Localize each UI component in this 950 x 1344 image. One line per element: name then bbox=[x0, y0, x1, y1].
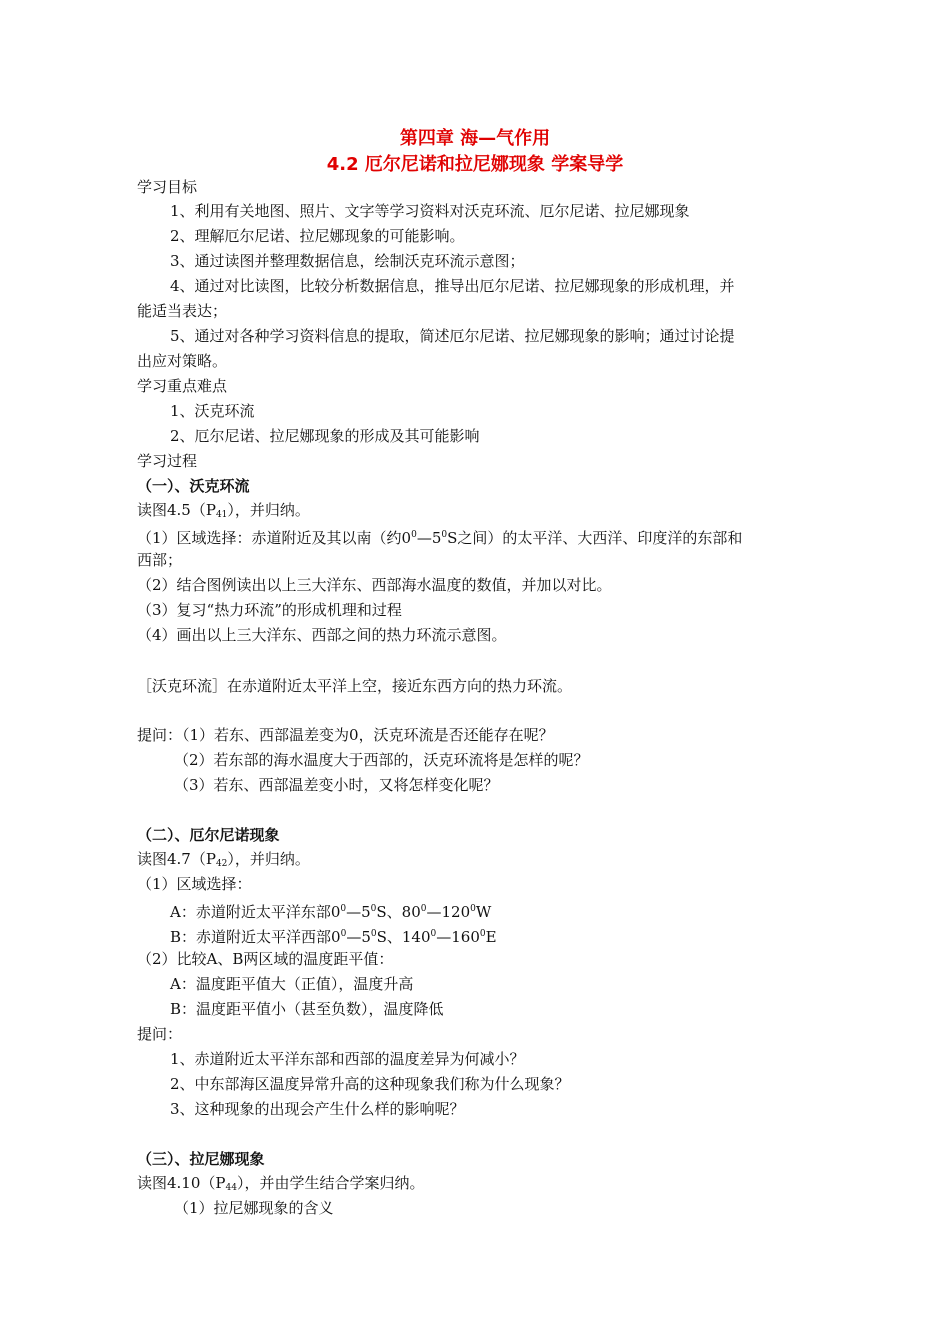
objective-5: 5、通过对各种学习资料信息的提取，简述厄尔尼诺、拉尼娜现象的影响；通过讨论提 bbox=[170, 327, 735, 345]
part2-ask-2: 2、中东部海区温度异常升高的这种现象我们称为什么现象？ bbox=[170, 1075, 570, 1093]
part2-ask-3: 3、这种现象的出现会产生什么样的影响呢？ bbox=[170, 1100, 465, 1118]
part1-ask-3: （3）若东、西部温差变小时，又将怎样变化呢？ bbox=[174, 776, 499, 794]
part1-read: 读图$4.5(P_{41})$，并归纳。 bbox=[137, 501, 310, 520]
part3-read: 读图$4.10(P_{44})$，并由学生结合学案归纳。 bbox=[137, 1174, 425, 1193]
part3-heading: （三）、拉尼娜现象 bbox=[137, 1150, 265, 1168]
part1-q2: （2）结合图例读出以上三大洋东、西部海水温度的数值，并加以对比。 bbox=[137, 576, 612, 594]
part2-ask-1: 1、赤道附近太平洋东部和西部的温度差异为何减小？ bbox=[170, 1050, 525, 1068]
part2-ask-heading: 提问： bbox=[137, 1025, 183, 1043]
objective-2: 2、理解厄尔尼诺、拉尼娜现象的可能影响。 bbox=[170, 227, 465, 245]
objective-5-cont: 出应对策略。 bbox=[137, 352, 228, 370]
part1-q3: （3）复习“热力环流”的形成机理和过程 bbox=[137, 601, 402, 619]
objective-1: 1、利用有关地图、照片、文字等学习资料对沃克环流、厄尔尼诺、拉尼娜现象 bbox=[170, 202, 690, 220]
chapter-title: 第四章 海—气作用 bbox=[399, 128, 551, 149]
region-a: A：赤道附近太平洋东部$0^0—5^0S$、$80^0—120^0W$ bbox=[170, 903, 492, 921]
objectives-heading: 学习目标 bbox=[137, 178, 198, 196]
keypoint-2: 2、厄尔尼诺、拉尼娜现象的形成及其可能影响 bbox=[170, 427, 480, 445]
part1-ask-2: （2）若东部的海水温度大于西部的，沃克环流将是怎样的呢？ bbox=[174, 751, 589, 769]
section-title: 4.2 厄尔尼诺和拉尼娜现象 学案导学 bbox=[326, 154, 624, 175]
objective-4-cont: 能适当表达； bbox=[137, 302, 228, 320]
compare-a: A：温度距平值大（正值），温度升高 bbox=[170, 975, 414, 993]
process-heading: 学习过程 bbox=[137, 452, 198, 470]
part3-q1: （1）拉尼娜现象的含义 bbox=[174, 1199, 334, 1217]
part1-heading: （一）、沃克环流 bbox=[137, 477, 250, 495]
part1-q1: （1）区域选择：赤道附近及其以南（约$0^0—5^0S$之间）的太平洋、大西洋、印度洋的东部和 bbox=[137, 529, 743, 547]
walker-definition: ［沃克环流］在赤道附近太平洋上空，接近东西方向的热力环流。 bbox=[137, 677, 573, 695]
compare-b: B：温度距平值小（甚至负数），温度降低 bbox=[170, 1000, 444, 1018]
region-b: B：赤道附近太平洋西部$0^0—5^0S$、$140^0—160^0E$ bbox=[170, 928, 497, 946]
keypoint-1: 1、沃克环流 bbox=[170, 402, 255, 420]
part2-q1: （1）区域选择： bbox=[137, 875, 252, 893]
keypoints-heading: 学习重点难点 bbox=[137, 377, 228, 395]
part2-q2: （2）比较A、B两区域的温度距平值： bbox=[137, 950, 394, 968]
objective-3: 3、通过读图并整理数据信息，绘制沃克环流示意图； bbox=[170, 252, 525, 270]
objective-4: 4、通过对比读图，比较分析数据信息，推导出厄尔尼诺、拉尼娜现象的形成机理，并 bbox=[170, 277, 735, 295]
part1-q1-cont: 西部； bbox=[137, 551, 183, 569]
part2-heading: （二）、厄尔尼诺现象 bbox=[137, 826, 280, 844]
part2-read: 读图$4.7(P_{42})$，并归纳。 bbox=[137, 850, 310, 869]
part1-ask-1: 提问：（1）若东、西部温差变为0，沃克环流是否还能存在呢？ bbox=[137, 726, 554, 744]
part1-q4: （4）画出以上三大洋东、西部之间的热力环流示意图。 bbox=[137, 626, 507, 644]
